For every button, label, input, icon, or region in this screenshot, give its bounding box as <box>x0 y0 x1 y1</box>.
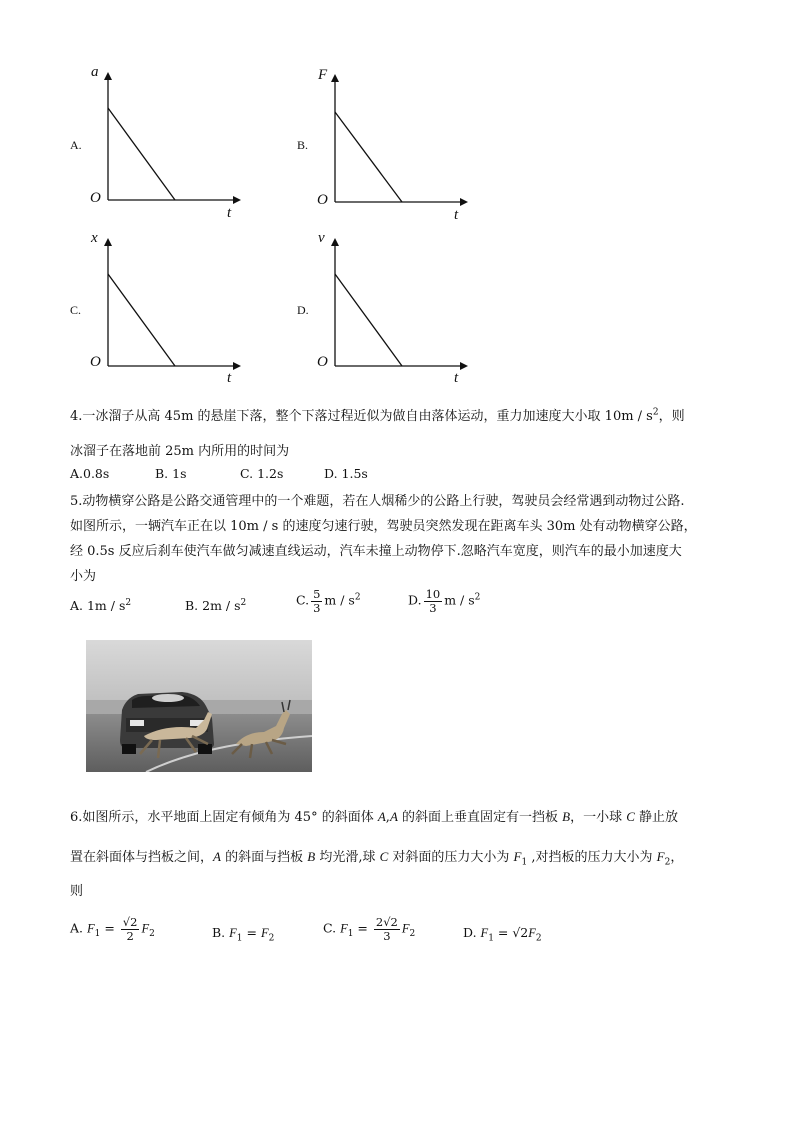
graph-d-xaxis: t <box>454 370 459 386</box>
q6-option-c-sub1: 1 <box>347 929 354 940</box>
option-c-label: C. <box>70 303 82 317</box>
q4-text-b: ，则 <box>658 409 685 424</box>
q6-l1-a: 6.如图所示，水平地面上固定有倾角为 45° 的斜面体 <box>70 810 378 825</box>
q4-line2: 冰溜子在落地前 25m 内所用的时间为 <box>70 444 290 459</box>
q6-line3: 则 <box>70 884 84 899</box>
graph-d-origin: O <box>317 354 328 370</box>
q6-option-c-sub2: 2 <box>409 929 416 940</box>
q6-option-d-F2: F <box>528 926 536 940</box>
graph-b-xaxis: t <box>454 207 459 223</box>
graph-c-yaxis: x <box>91 230 98 246</box>
q6-option-a-eq: = <box>100 920 119 936</box>
q6-l2-f: ， <box>670 850 684 865</box>
graph-d-yaxis: v <box>318 230 325 246</box>
q4-sup: 2 <box>652 407 659 418</box>
q6-option-b-F2: F <box>260 926 269 940</box>
q6-l2-e: ,对挡板的压力大小为 <box>527 850 657 865</box>
graph-a-plot <box>98 68 248 220</box>
q5-option-c-prefix: C. <box>296 592 310 608</box>
q4-option-b: B. 1s <box>155 466 187 481</box>
q6-l1-c: ，一小球 <box>570 810 627 825</box>
q6-option-c-eq: = <box>353 920 372 936</box>
q6-option-a-fraction <box>121 916 140 942</box>
q6-l2-var2: B <box>307 849 316 864</box>
q6-l1-var4: C <box>626 809 635 824</box>
q5-option-d-prefix: D. <box>408 592 422 608</box>
q5-option-d <box>408 588 480 614</box>
q5-option-d-sup: 2 <box>474 592 481 603</box>
q6-option-d-sub1: 1 <box>488 933 494 944</box>
q6-option-c-F2: F <box>401 921 410 936</box>
graph-d-plot <box>325 236 475 388</box>
q5-option-d-unit: m / s <box>444 592 475 608</box>
q6-option-d <box>463 925 542 944</box>
graph-c-plot <box>98 236 248 388</box>
q6-l1-var2: A <box>389 809 398 824</box>
q5-option-d-num: 10 <box>425 587 441 601</box>
q6-option-a-F2: F <box>141 921 150 936</box>
q6-option-c-fraction <box>374 916 400 942</box>
q5-option-d-den: 3 <box>429 600 437 615</box>
q6-option-d-eq: = <box>493 925 513 940</box>
q6-option-c-prefix: C. <box>323 920 337 936</box>
q5-option-d-fraction <box>424 588 443 614</box>
q5-option-c-unit: m / s <box>324 592 355 608</box>
q6-option-b-eq: = <box>242 925 261 940</box>
q6-l2-f1: F <box>513 849 522 864</box>
graph-b-plot <box>325 72 475 224</box>
q6-option-c <box>323 916 415 942</box>
graph-b-yaxis: F <box>318 67 328 83</box>
q5-line3: 经 0.5s 反应后刹车使汽车做匀减速直线运动，汽车未撞上动物停下.忽略汽车宽度，则汽车的最小加速度大 <box>70 544 682 559</box>
q5-option-c-fraction <box>311 588 322 614</box>
q6-option-b-prefix: B. <box>212 925 226 940</box>
q6-option-b-F1: F <box>229 926 237 940</box>
q6-option-a-num: √2 <box>122 915 138 929</box>
graph-b-origin: O <box>317 192 328 208</box>
graph-d <box>325 236 465 386</box>
q6-option-a-F1: F <box>87 921 95 936</box>
q6-option-b-sub2: 2 <box>268 933 275 944</box>
q6-option-c-F1: F <box>340 921 348 936</box>
graph-c <box>98 236 238 386</box>
q6-l2-a: 置在斜面体与挡板之间， <box>70 850 214 865</box>
q6-l1-var3: B <box>562 809 571 824</box>
q6-l2-sub2: 2 <box>664 857 671 868</box>
graph-c-xaxis: t <box>227 370 232 386</box>
q6-l2-var1: A <box>213 849 221 864</box>
option-d-label: D. <box>297 303 309 317</box>
graph-a-origin: O <box>90 190 101 206</box>
car-antelope-illustration <box>86 640 312 772</box>
q6-l2-f2: F <box>656 849 665 864</box>
q6-l1-d: 静止放 <box>634 810 679 825</box>
q6-l1-comma: , <box>385 810 390 825</box>
q4-option-d: D. 1.5s <box>324 466 368 481</box>
q5-option-c-num: 5 <box>313 587 321 601</box>
q6-l2-var3: C <box>379 849 389 864</box>
q6-option-d-prefix: D. <box>463 925 477 940</box>
q6-option-a <box>70 916 155 942</box>
q6-l2-b: 的斜面与挡板 <box>220 850 308 865</box>
graph-a <box>98 68 238 218</box>
q5-option-a-text: A. 1m / s <box>70 598 126 614</box>
q5-line1: 5.动物横穿公路是公路交通管理中的一个难题，若在人烟稀少的公路上行驶，驾驶员会经常遇到动物过公路. <box>70 494 685 509</box>
graph-a-yaxis: a <box>91 64 99 80</box>
graph-c-origin: O <box>90 354 101 370</box>
q6-option-a-prefix: A. <box>70 920 84 936</box>
q4-option-c: C. 1.2s <box>240 466 284 481</box>
q5-option-b <box>185 598 246 613</box>
q6-option-b-sub1: 1 <box>236 933 243 944</box>
option-b-label: B. <box>297 138 309 152</box>
q4-line1 <box>70 405 685 424</box>
q4-text-a: 4.一冰溜子从高 45m 的悬崖下落，整个下落过程近似为做自由落体运动，重力加速度大小取 10m / s <box>70 409 653 424</box>
q6-line2 <box>70 846 683 868</box>
graph-b <box>325 72 465 222</box>
q6-l2-sub1: 1 <box>521 857 528 868</box>
graph-a-xaxis: t <box>227 205 232 221</box>
q5-option-a <box>70 598 131 613</box>
q6-option-a-sub2: 2 <box>149 929 155 940</box>
q6-l1-b: 的斜面上垂直固定有一挡板 <box>397 810 563 825</box>
q5-option-c <box>296 588 361 614</box>
q6-option-a-den: 2 <box>126 928 134 943</box>
q6-option-a-sub1: 1 <box>94 929 101 940</box>
q6-line1 <box>70 806 678 825</box>
q6-option-c-num: 2√2 <box>375 915 398 929</box>
q5-line4: 小为 <box>70 569 97 584</box>
q5-option-a-sup: 2 <box>125 598 132 608</box>
q5-option-b-sup: 2 <box>240 598 247 608</box>
q6-option-c-den: 3 <box>383 928 391 943</box>
q6-option-b <box>212 925 274 944</box>
q5-option-b-text: B. 2m / s <box>185 598 241 614</box>
q5-option-c-sup: 2 <box>354 592 361 603</box>
q5-line2: 如图所示，一辆汽车正在以 10m / s 的速度匀速行驶，驾驶员突然发现在距离车头 30m 处有动物横穿公路， <box>70 519 697 534</box>
q4-option-a: A.0.8s <box>70 466 110 481</box>
q6-option-d-sub2: 2 <box>535 933 542 944</box>
q6-l1-var1: A <box>377 809 386 824</box>
q6-l2-c: 均光滑,球 <box>315 850 380 865</box>
option-a-label: A. <box>70 138 82 152</box>
q6-option-d-root: √2 <box>512 925 529 940</box>
q5-option-c-den: 3 <box>313 600 321 615</box>
q6-option-d-F1: F <box>480 926 489 940</box>
car-antelope-photo <box>86 640 312 772</box>
q6-l2-d: 对斜面的压力大小为 <box>388 850 514 865</box>
